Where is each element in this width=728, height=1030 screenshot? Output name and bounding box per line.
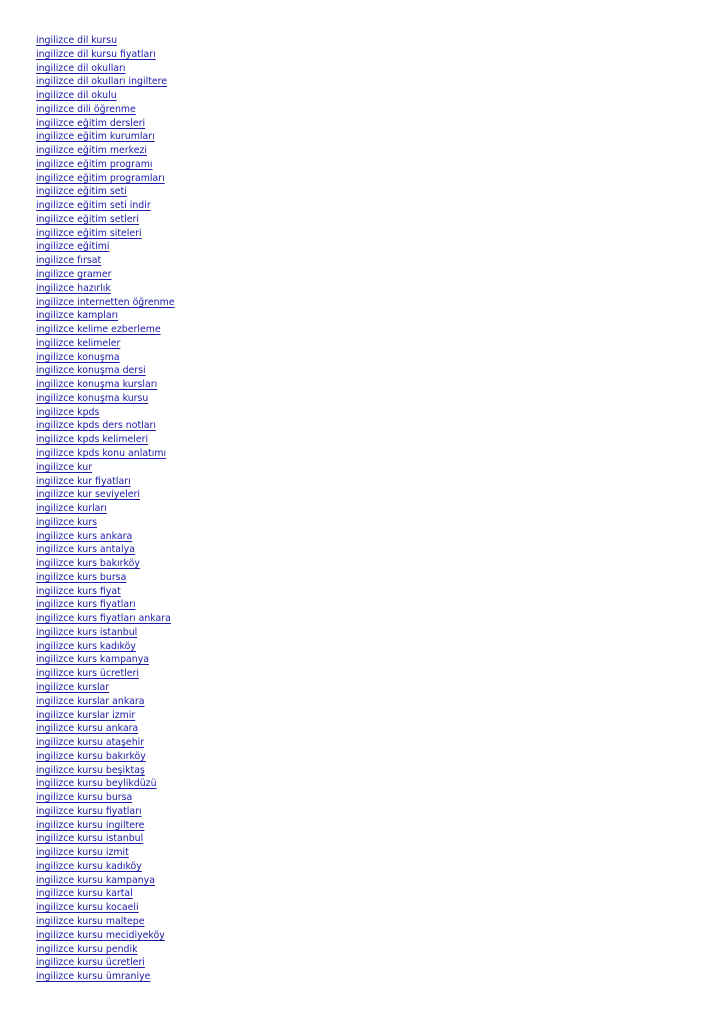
list-item bbox=[36, 417, 175, 431]
list-item bbox=[36, 872, 175, 886]
keyword-link[interactable]: ingilizce kursu ataşehir bbox=[36, 737, 145, 749]
list-item bbox=[36, 830, 175, 844]
list-item bbox=[36, 431, 175, 445]
list-item bbox=[36, 307, 175, 321]
list-item bbox=[36, 789, 175, 803]
keyword-link[interactable]: ingilizce kursu ankara bbox=[36, 723, 139, 735]
keyword-link[interactable]: ingilizce gramer bbox=[36, 269, 112, 281]
list-item bbox=[36, 183, 175, 197]
list-item bbox=[36, 899, 175, 913]
keyword-link[interactable]: ingilizce kurları bbox=[36, 503, 107, 515]
keyword-link[interactable]: ingilizce kurslar bbox=[36, 681, 110, 693]
list-item bbox=[36, 46, 175, 60]
list-item bbox=[36, 211, 175, 225]
keyword-link[interactable]: ingilizce kampları bbox=[36, 310, 119, 322]
keyword-link[interactable]: ingilizce kurs fiyat bbox=[36, 585, 121, 597]
keyword-link[interactable]: ingilizce kursu beşiktaş bbox=[36, 764, 145, 776]
list-item bbox=[36, 624, 175, 638]
list-item bbox=[36, 954, 175, 968]
keyword-link[interactable]: ingilizce kurs fiyatları bbox=[36, 599, 136, 611]
list-item bbox=[36, 913, 175, 927]
list-item bbox=[36, 280, 175, 294]
keyword-link[interactable]: ingilizce kurslar ankara bbox=[36, 695, 145, 707]
keyword-link[interactable]: ingilizce eğitim kurumları bbox=[36, 131, 155, 143]
list-item bbox=[36, 803, 175, 817]
keyword-link[interactable]: ingilizce dil kursu fiyatları bbox=[36, 48, 156, 60]
keyword-link[interactable]: ingilizce kurs kampanya bbox=[36, 654, 150, 666]
list-item bbox=[36, 638, 175, 652]
keyword-link[interactable]: ingilizce kurs ankara bbox=[36, 530, 133, 542]
list-item bbox=[36, 651, 175, 665]
keyword-link[interactable]: ingilizce kelime ezberleme bbox=[36, 324, 161, 336]
keyword-link[interactable]: ingilizce konuşma dersi bbox=[36, 365, 146, 377]
keyword-link[interactable]: ingilizce hazırlık bbox=[36, 282, 111, 294]
list-item bbox=[36, 555, 175, 569]
keyword-link[interactable]: ingilizce eğitim setleri bbox=[36, 213, 140, 225]
list-item bbox=[36, 693, 175, 707]
list-item bbox=[36, 858, 175, 872]
keyword-link[interactable]: ingilizce dil kursu bbox=[36, 35, 118, 46]
keyword-link[interactable]: ingilizce kursu kadıköy bbox=[36, 860, 142, 872]
keyword-link[interactable]: ingilizce kursu pendik bbox=[36, 943, 138, 955]
list-item bbox=[36, 596, 175, 610]
list-item bbox=[36, 156, 175, 170]
list-item bbox=[36, 142, 175, 156]
keyword-link[interactable]: ingilizce konuşma kursu bbox=[36, 392, 149, 404]
list-item bbox=[36, 238, 175, 252]
keyword-link[interactable]: ingilizce kursu kartal bbox=[36, 888, 133, 900]
keyword-link[interactable]: ingilizce dil okulu bbox=[36, 90, 117, 102]
keyword-link[interactable]: ingilizce kursu maltepe bbox=[36, 916, 145, 927]
list-item bbox=[36, 610, 175, 624]
list-item bbox=[36, 321, 175, 335]
list-item bbox=[36, 707, 175, 721]
keyword-link[interactable]: ingilizce eğitim seti indir bbox=[36, 200, 151, 212]
keyword-link[interactable]: ingilizce eğitim programı bbox=[36, 158, 153, 170]
list-item bbox=[36, 362, 175, 376]
list-item bbox=[36, 445, 175, 459]
list-item bbox=[36, 734, 175, 748]
keyword-link[interactable]: ingilizce kur seviyeleri bbox=[36, 489, 141, 501]
list-item bbox=[36, 128, 175, 142]
list-item bbox=[36, 775, 175, 789]
list-item bbox=[36, 32, 175, 46]
list-item bbox=[36, 101, 175, 115]
keyword-link[interactable]: ingilizce konuşma bbox=[36, 351, 120, 363]
keyword-link[interactable]: ingilizce kurslar izmir bbox=[36, 709, 136, 721]
list-item bbox=[36, 390, 175, 404]
keyword-link[interactable]: ingilizce kursu istanbul bbox=[36, 833, 144, 845]
list-item bbox=[36, 335, 175, 349]
list-item bbox=[36, 170, 175, 184]
keyword-link-list bbox=[36, 32, 175, 982]
keyword-link[interactable]: ingilizce internetten öğrenme bbox=[36, 296, 175, 308]
keyword-link[interactable]: ingilizce kpds kelimeleri bbox=[36, 434, 149, 446]
list-item bbox=[36, 115, 175, 129]
list-item bbox=[36, 404, 175, 418]
list-item bbox=[36, 459, 175, 473]
list-item bbox=[36, 486, 175, 500]
list-item bbox=[36, 294, 175, 308]
list-item bbox=[36, 266, 175, 280]
keyword-link[interactable]: ingilizce eğitim dersleri bbox=[36, 117, 146, 129]
list-item bbox=[36, 541, 175, 555]
keyword-link[interactable]: ingilizce kpds konu anlatımı bbox=[36, 447, 167, 459]
list-item bbox=[36, 927, 175, 941]
keyword-link[interactable]: ingilizce kur bbox=[36, 461, 93, 473]
list-item bbox=[36, 473, 175, 487]
keyword-link[interactable]: ingilizce kurs istanbul bbox=[36, 626, 138, 638]
list-item bbox=[36, 844, 175, 858]
keyword-link[interactable]: ingilizce kursu izmit bbox=[36, 847, 129, 859]
keyword-link[interactable]: ingilizce kelimeler bbox=[36, 337, 121, 349]
keyword-link[interactable]: ingilizce eğitim merkezi bbox=[36, 145, 147, 157]
list-item bbox=[36, 349, 175, 363]
keyword-link[interactable]: ingilizce dil okulları ingiltere bbox=[36, 76, 168, 88]
keyword-link[interactable]: ingilizce kurs bbox=[36, 516, 97, 528]
keyword-link[interactable]: ingilizce kurs antalya bbox=[36, 544, 135, 556]
list-item bbox=[36, 252, 175, 266]
keyword-link[interactable]: ingilizce kurs ücretleri bbox=[36, 668, 139, 680]
keyword-link[interactable]: ingilizce kursu kampanya bbox=[36, 874, 155, 886]
list-item bbox=[36, 679, 175, 693]
keyword-link[interactable]: ingilizce eğitim seti bbox=[36, 186, 127, 198]
list-item bbox=[36, 665, 175, 679]
keyword-link[interactable]: ingilizce fırsat bbox=[36, 255, 102, 267]
list-item bbox=[36, 514, 175, 528]
list-item bbox=[36, 941, 175, 955]
keyword-link[interactable]: ingilizce konuşma kursları bbox=[36, 379, 158, 391]
keyword-link[interactable]: ingilizce kursu ingiltere bbox=[36, 819, 145, 831]
keyword-link[interactable]: ingilizce kursu kocaeli bbox=[36, 902, 139, 914]
keyword-link[interactable]: ingilizce kurs bakırköy bbox=[36, 558, 140, 570]
list-item bbox=[36, 968, 175, 982]
keyword-link[interactable]: ingilizce kurs kadıköy bbox=[36, 640, 136, 652]
keyword-link[interactable]: ingilizce eğitim siteleri bbox=[36, 227, 142, 239]
list-item bbox=[36, 720, 175, 734]
keyword-link[interactable]: ingilizce kursu ümraniye bbox=[36, 971, 151, 983]
list-item bbox=[36, 748, 175, 762]
keyword-link[interactable]: ingilizce kpds bbox=[36, 406, 100, 418]
list-item bbox=[36, 225, 175, 239]
list-item bbox=[36, 60, 175, 74]
keyword-link[interactable]: ingilizce kurs bursa bbox=[36, 571, 127, 583]
keyword-link[interactable]: ingilizce kurs fiyatları ankara bbox=[36, 613, 171, 625]
list-item bbox=[36, 73, 175, 87]
keyword-link[interactable]: ingilizce kursu ücretleri bbox=[36, 957, 145, 969]
keyword-link[interactable]: ingilizce kursu fiyatları bbox=[36, 805, 142, 817]
keyword-link[interactable]: ingilizce dil okulları bbox=[36, 62, 126, 74]
list-item bbox=[36, 885, 175, 899]
list-item bbox=[36, 376, 175, 390]
list-item bbox=[36, 583, 175, 597]
keyword-link[interactable]: ingilizce kpds ders notları bbox=[36, 420, 156, 432]
list-item bbox=[36, 569, 175, 583]
list-item bbox=[36, 528, 175, 542]
keyword-link[interactable]: ingilizce eğitim programları bbox=[36, 172, 165, 184]
keyword-link[interactable]: ingilizce kursu beylikdüzü bbox=[36, 778, 157, 790]
list-item bbox=[36, 817, 175, 831]
list-item bbox=[36, 197, 175, 211]
keyword-link[interactable]: ingilizce dili öğrenme bbox=[36, 103, 136, 115]
list-item bbox=[36, 500, 175, 514]
keyword-link[interactable]: ingilizce kursu bursa bbox=[36, 792, 133, 804]
keyword-link[interactable]: ingilizce eğitimi bbox=[36, 241, 110, 253]
keyword-link[interactable]: ingilizce kursu bakırköy bbox=[36, 750, 146, 762]
keyword-link[interactable]: ingilizce kursu mecidiyeköy bbox=[36, 929, 165, 941]
list-item bbox=[36, 762, 175, 776]
keyword-link[interactable]: ingilizce kur fiyatları bbox=[36, 475, 131, 487]
list-item bbox=[36, 87, 175, 101]
